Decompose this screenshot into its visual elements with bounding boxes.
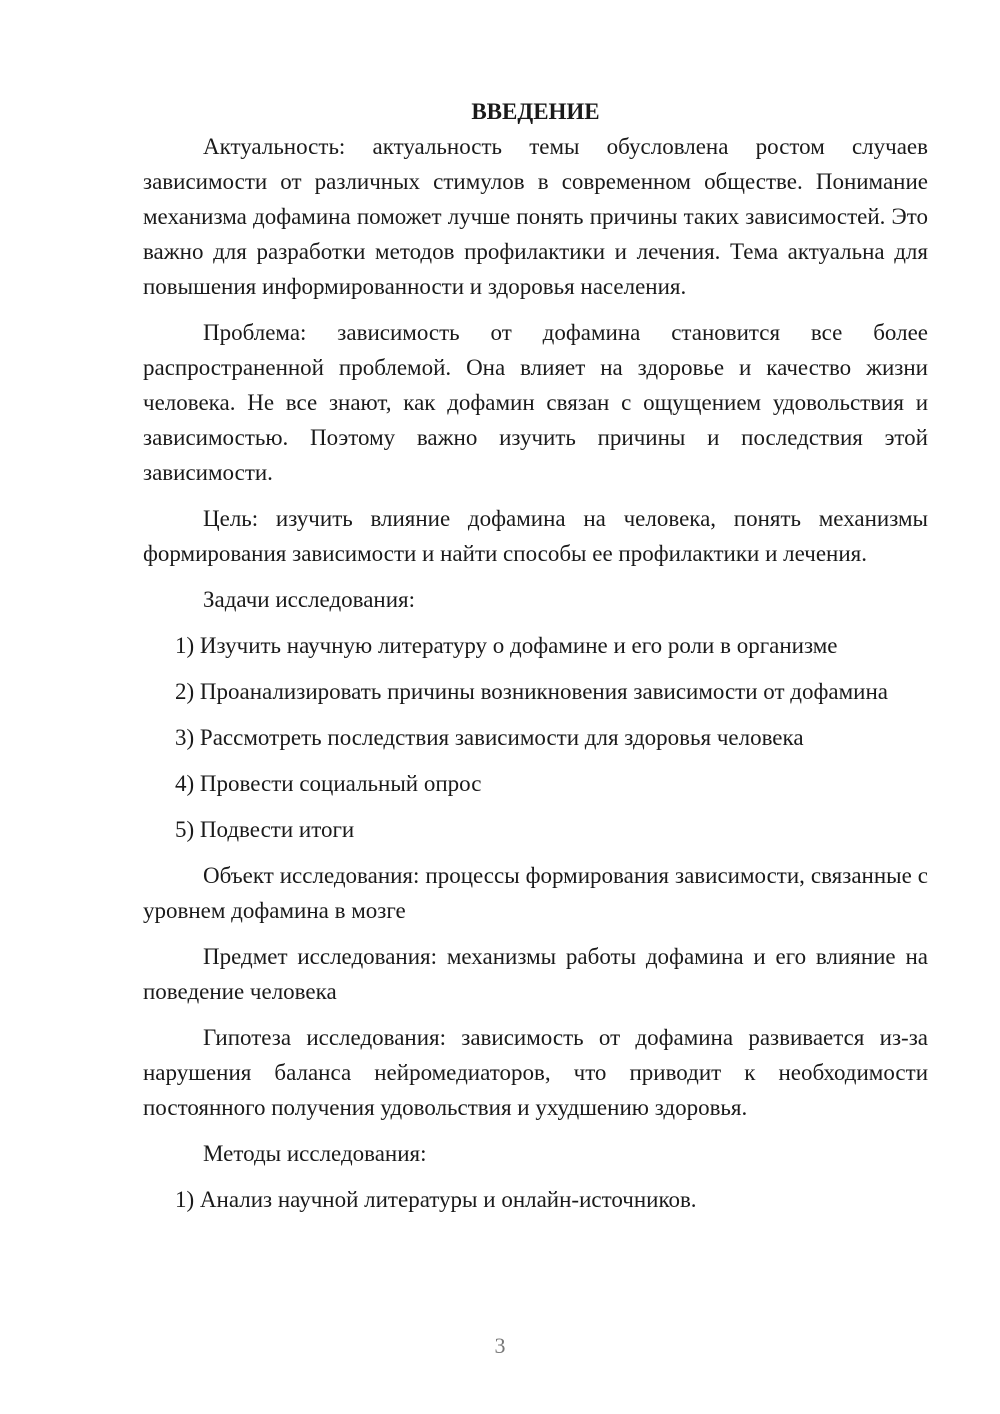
tasks-heading: Задачи исследования: [203,587,416,612]
task-item-4: 4) Провести социальный опрос [175,771,482,796]
task-item-5: 5) Подвести итоги [175,817,355,842]
paragraph-subject: Предмет исследования: механизмы работы дофамина и его влияние на поведение человека [143,944,928,1004]
task-item-3: 3) Рассмотреть последствия зависимости для здоровья человека [175,725,804,750]
paragraph-object: Объект исследования: процессы формирования зависимости, связанные с уровнем дофамина в мозге [143,863,928,923]
paragraph-goal: Цель: изучить влияние дофамина на человека, понять механизмы формирования зависимости и найти способы ее профилактики и лечения. [143,506,928,566]
method-item-1: 1) Анализ научной литературы и онлайн-источников. [175,1187,697,1212]
page-number: 3 [494,1333,506,1358]
paragraph-relevance: Актуальность: актуальность темы обусловлена ростом случаев зависимости от различных стимулов в современном обществе. Понимание механизма дофамина поможет лучше понять причины таких зависимостей. Это важно для разработки методов профилактики и лечения. Тема актуальна для повышения информированности и здоровья населения. [143,134,928,299]
paragraph-hypothesis: Гипотеза исследования: зависимость от дофамина развивается из-за нарушения баланса нейромедиаторов, что приводит к необходимости постоянного получения удовольствия и ухудшению здоровья. [143,1025,928,1120]
document-body [143,94,928,1228]
paragraph-problem: Проблема: зависимость от дофамина становится все более распространенной проблемой. Она влияет на здоровье и качество жизни человека. Не все знают, как дофамин связан с ощущением удовольствия и зависимостью. Поэтому важно изучить причины и последствия этой зависимости. [143,320,928,485]
section-title: ВВЕДЕНИЕ [471,99,600,124]
methods-heading: Методы исследования: [203,1141,427,1166]
task-item-1: 1) Изучить научную литературу о дофамине и его роли в организме [175,633,838,658]
task-item-2: 2) Проанализировать причины возникновения зависимости от дофамина [175,679,888,704]
